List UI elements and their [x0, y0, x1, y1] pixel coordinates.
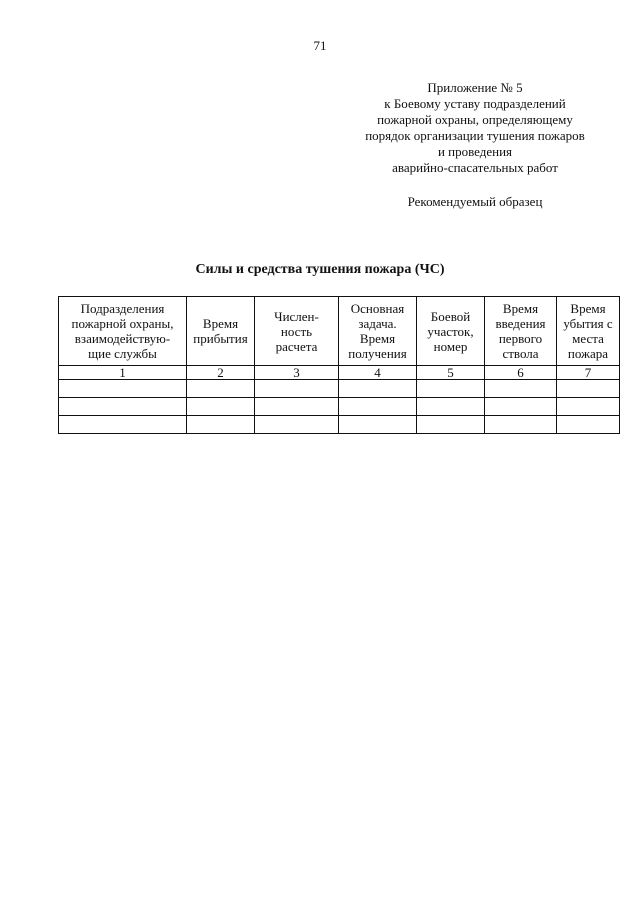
table-row	[59, 398, 620, 416]
header-departure-time	[557, 297, 620, 366]
header-line: ствола	[502, 346, 539, 361]
header-crew-size	[255, 297, 339, 366]
table-cell	[485, 380, 557, 398]
header-line: места	[572, 331, 604, 346]
column-number: 5	[417, 366, 485, 380]
appendix-line: порядок организации тушения пожаров	[365, 128, 585, 143]
header-line: участок,	[427, 323, 474, 339]
header-line: Подразделения	[80, 301, 165, 316]
table-cell	[557, 380, 620, 398]
table-cell	[339, 416, 417, 434]
header-line: Время	[359, 331, 396, 346]
header-subdivisions	[59, 297, 187, 366]
column-number: 7	[557, 366, 620, 380]
header-line: Время	[202, 316, 239, 331]
table-cell	[557, 416, 620, 434]
column-number: 6	[485, 366, 557, 380]
column-number: 2	[187, 366, 255, 380]
header-line: номер	[433, 338, 468, 354]
header-line: Время	[570, 301, 606, 316]
table-cell	[59, 416, 187, 434]
appendix-line: и проведения	[437, 144, 513, 159]
header-line: Боевой	[430, 308, 471, 324]
page-number: 71	[313, 38, 327, 53]
header-line: ность	[280, 323, 313, 339]
header-line: взаимодействую-	[74, 331, 171, 346]
table-cell	[187, 416, 255, 434]
appendix-header	[330, 80, 620, 176]
table-cell	[557, 398, 620, 416]
header-line: пожарной охраны,	[71, 316, 174, 331]
document-title: Силы и средства тушения пожара (ЧС)	[195, 262, 445, 277]
table-cell	[187, 380, 255, 398]
table-cell	[339, 380, 417, 398]
recommended-sample-label: Рекомендуемый образец	[407, 194, 543, 209]
table-header-row	[59, 297, 620, 366]
table-cell	[255, 416, 339, 434]
header-line: убытия с	[563, 316, 613, 331]
appendix-line: аварийно-спасательных работ	[392, 160, 558, 175]
header-main-task	[339, 297, 417, 366]
table-cell	[417, 416, 485, 434]
table-cell	[339, 398, 417, 416]
header-arrival-time	[187, 297, 255, 366]
table-row	[59, 380, 620, 398]
header-line: первого	[498, 331, 543, 346]
header-combat-section	[417, 297, 485, 366]
header-line: Числен-	[274, 308, 319, 324]
appendix-line: к Боевому уставу подразделений	[384, 96, 566, 111]
header-line: введения	[495, 316, 546, 331]
header-line: Время	[502, 301, 539, 316]
appendix-line: пожарной охраны, определяющему	[377, 112, 573, 127]
empty-rows	[59, 380, 620, 434]
header-line: прибытия	[193, 331, 248, 346]
table-cell	[485, 416, 557, 434]
table-cell	[255, 398, 339, 416]
table-row	[59, 416, 620, 434]
header-line: расчета	[275, 338, 318, 354]
header-line: задача.	[358, 316, 397, 331]
table-cell	[417, 380, 485, 398]
column-number: 1	[59, 366, 187, 380]
column-number-row	[59, 366, 620, 380]
header-line: щие службы	[88, 346, 157, 361]
table-cell	[59, 398, 187, 416]
forces-table	[58, 296, 620, 434]
column-number: 4	[339, 366, 417, 380]
table-cell	[59, 380, 187, 398]
header-line: получения	[348, 346, 407, 361]
table-cell	[417, 398, 485, 416]
table-cell	[187, 398, 255, 416]
appendix-line: Приложение № 5	[427, 80, 523, 95]
header-line: Основная	[350, 301, 405, 316]
header-line: пожара	[567, 346, 609, 361]
column-number: 3	[255, 366, 339, 380]
table-cell	[485, 398, 557, 416]
header-first-nozzle-time	[485, 297, 557, 366]
table-cell	[255, 380, 339, 398]
